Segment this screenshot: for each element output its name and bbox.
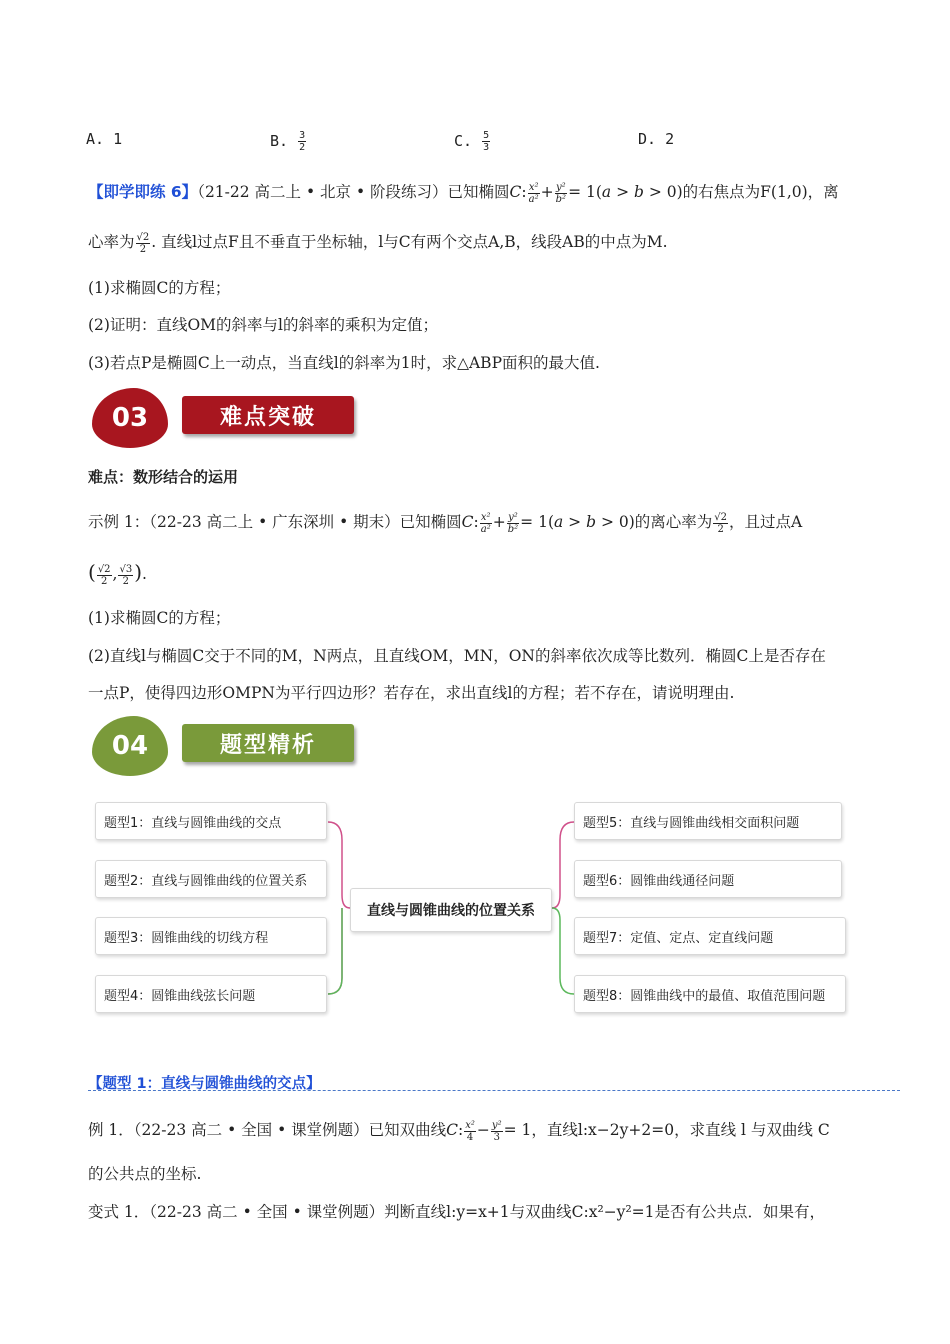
right-bracket-bottom	[552, 908, 574, 994]
section04-number: 04	[92, 716, 168, 776]
section03-title: 难点突破	[182, 396, 354, 434]
section04-title: 题型精析	[182, 724, 354, 762]
type1-divider	[88, 1090, 900, 1091]
mindmap-right-8: 题型8：圆锥曲线中的最值、取值范围问题	[574, 975, 846, 1013]
difficulty-heading: 难点：数形结合的运用	[88, 468, 239, 486]
difficulty-point: ( $\frac{√2}{2}$ , $\frac{√3}{2}$ ).	[88, 560, 147, 587]
mindmap-left-1: 题型1：直线与圆锥曲线的交点	[95, 802, 327, 840]
exercise6-line2: 心率为 $\frac{√2}{2}$ . 直线l过点F且不垂直于坐标轴，l与C有两个交点A,B，线段AB的中点为M.	[88, 231, 668, 255]
section03-number: 03	[92, 388, 168, 448]
difficulty-example-line1: 示例 1：（22-23 高二上 • 广东深圳 • 期末）已知椭圆C: $\frac{\text{x²}}{\text{a²}}$ + $\frac{\text{y²}}{\text{b²}}$ = 1(a > b > 0)的离心率为 $\frac{√2}{2}$ ，且过点A	[88, 511, 803, 535]
exercise6-line1: 【即学即练 6】（21-22 高二上 • 北京 • 阶段练习）已知椭圆C: $\frac{\text{x²}}{\text{a²}}$ + $\frac{\text{y²}}{\text{b²}}$ = 1(a > b > 0)的右焦点为F(1,0)，离	[88, 181, 839, 205]
right-bracket-top	[552, 822, 574, 908]
mindmap-center: 直线与圆锥曲线的位置关系	[350, 888, 552, 932]
choice-b: B. $\frac{3}{2}$	[270, 130, 306, 153]
type1-variant1: 变式 1．（22-23 高二 • 全国 • 课堂例题）判断直线l:y=x+1与双曲线C:x²−y²=1是否有公共点．如果有，	[88, 1203, 826, 1221]
type1-example1-cont: 的公共点的坐标.	[88, 1165, 202, 1183]
exercise-tag: 【即学即练 6】	[88, 183, 198, 201]
left-bracket-top	[328, 822, 350, 994]
exercise6-q3: (3)若点P是椭圆C上一动点，当直线l的斜率为1时，求△ABP面积的最大值.	[88, 354, 600, 372]
left-bracket-bottom	[328, 908, 342, 994]
type1-example1: 例 1．（22-23 高二 • 全国 • 课堂例题）已知双曲线C: $\frac{\text{x²}}{4}$ − $\frac{\text{y²}}{3}$ = 1，直线l:x−2y+2=0，求直线 l 与双曲线 C	[88, 1119, 830, 1143]
mindmap-left-4: 题型4：圆锥曲线弦长问题	[95, 975, 327, 1013]
exercise6-q1: (1)求椭圆C的方程；	[88, 279, 231, 297]
exercise6-q2: (2)证明：直线OM的斜率与l的斜率的乘积为定值；	[88, 316, 438, 334]
choice-d: D. 2	[638, 130, 675, 148]
difficulty-q2: (2)直线l与椭圆C交于不同的M，N两点，且直线OM，MN，ON的斜率依次成等比数列．椭圆C上是否存在	[88, 647, 826, 665]
type1-heading: 【题型 1：直线与圆锥曲线的交点】	[88, 1076, 321, 1092]
difficulty-q2b: 一点P，使得四边形OMPN为平行四边形？若存在，求出直线l的方程；若不存在，请说明理由.	[88, 684, 735, 702]
mindmap-left-2: 题型2：直线与圆锥曲线的位置关系	[95, 860, 327, 898]
choice-a: A. 1	[86, 130, 123, 148]
mindmap-left-3: 题型3：圆锥曲线的切线方程	[95, 917, 327, 955]
mindmap-right-6: 题型6：圆锥曲线通径问题	[574, 860, 842, 898]
choice-c: C. $\frac{5}{3}$	[454, 130, 490, 153]
mindmap-right-5: 题型5：直线与圆锥曲线相交面积问题	[574, 802, 842, 840]
difficulty-q1: (1)求椭圆C的方程；	[88, 609, 231, 627]
mindmap-right-7: 题型7：定值、定点、定直线问题	[574, 917, 846, 955]
